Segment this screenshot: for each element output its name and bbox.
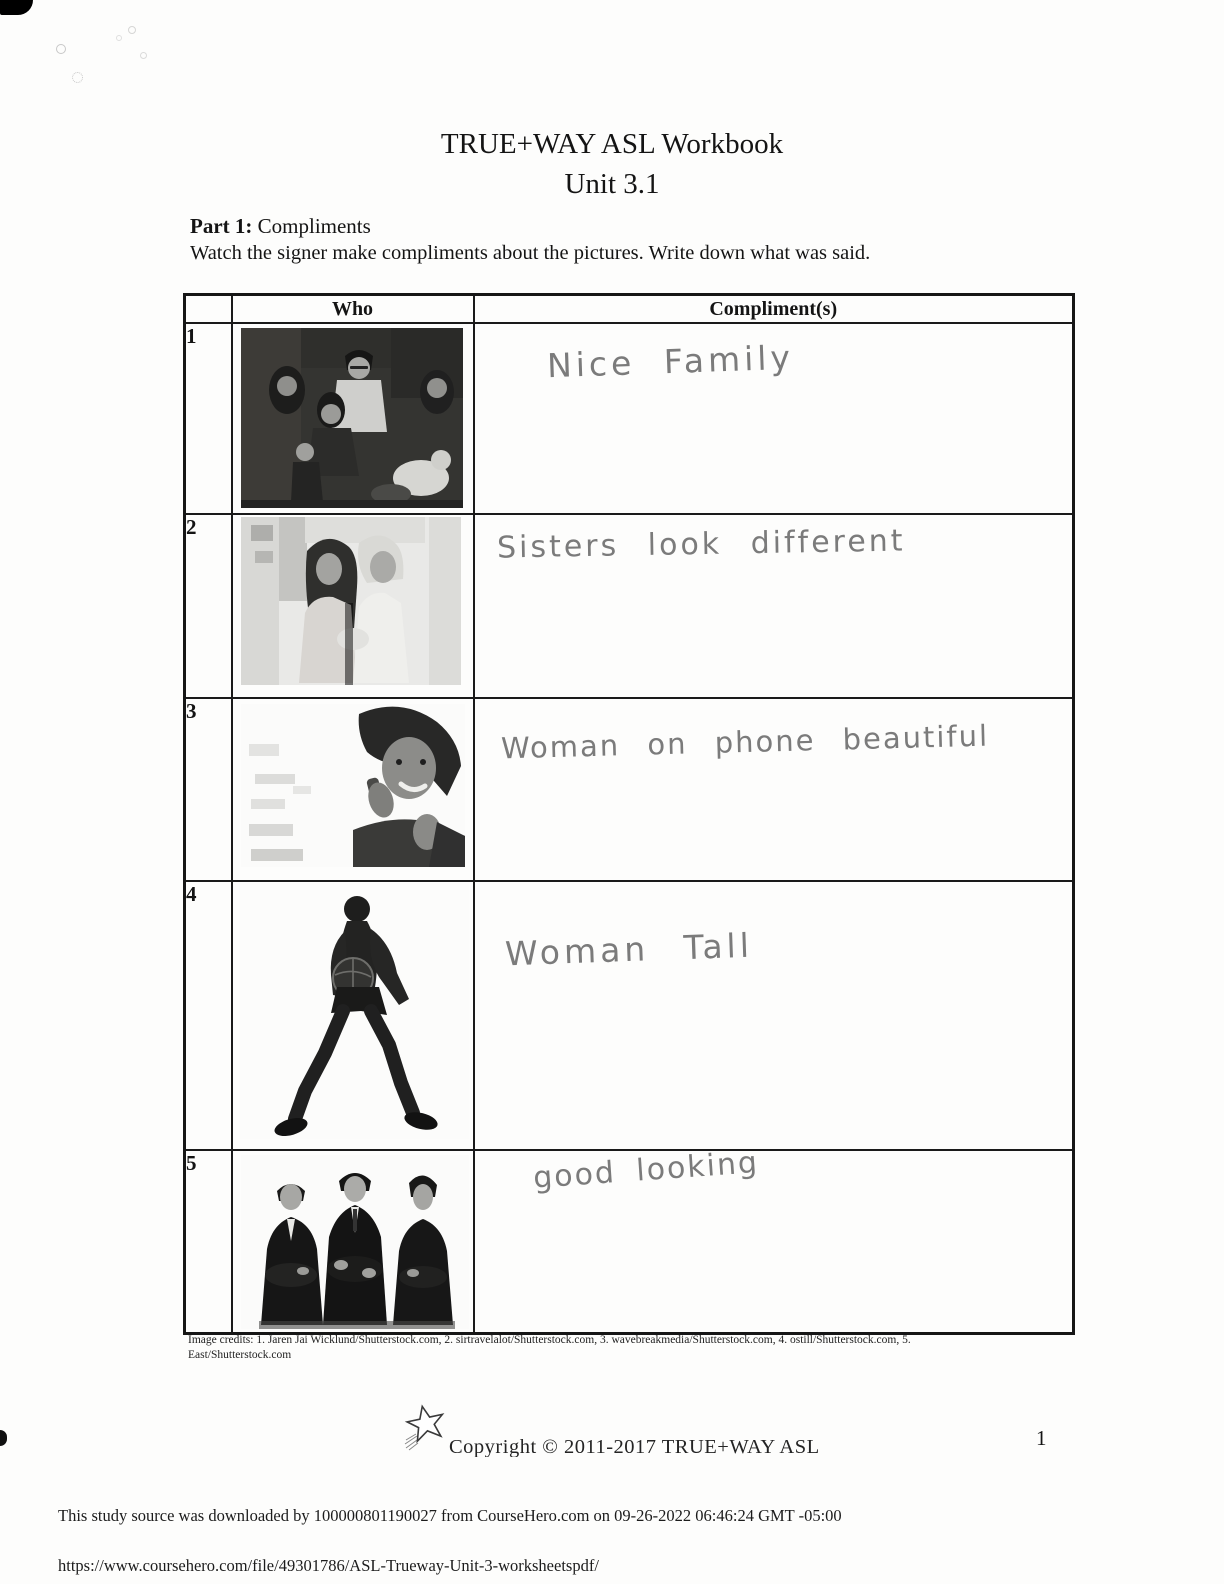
handwritten-answer: Woman Tall xyxy=(503,925,754,974)
table-row xyxy=(185,1150,1074,1333)
source-url-link[interactable]: https://www.coursehero.com/file/49301786/ASL-Trueway-Unit-3-worksheetspdf/ xyxy=(58,1556,599,1575)
table-row xyxy=(185,514,1074,698)
photo-cell xyxy=(232,1150,474,1333)
scan-speck xyxy=(140,52,147,59)
handwritten-answer: Nice Family xyxy=(545,337,795,386)
row-number: 2 xyxy=(185,514,232,698)
part-name: Compliments xyxy=(257,214,371,238)
scan-speck xyxy=(72,72,83,83)
handwritten-answer: Woman on phone beautiful xyxy=(500,718,989,766)
basketball-player-photo xyxy=(239,883,469,1139)
scan-speck xyxy=(128,26,136,34)
scan-corner-mark xyxy=(0,0,33,15)
logo-star-icon xyxy=(402,1400,450,1454)
family-group-photo xyxy=(241,328,463,508)
page-number: 1 xyxy=(1036,1426,1047,1450)
table-row xyxy=(185,323,1074,514)
answer-cell[interactable] xyxy=(474,323,1074,514)
part-heading xyxy=(190,214,371,239)
woman-on-phone-photo xyxy=(241,704,465,867)
three-people-in-suits-photo xyxy=(241,1155,469,1329)
copyright-text: Copyright © 2011-2017 TRUE+WAY ASL xyxy=(449,1436,820,1457)
table-row xyxy=(185,881,1074,1150)
compliments-table xyxy=(183,293,1075,1335)
photo-cell xyxy=(232,323,474,514)
table-row xyxy=(185,698,1074,881)
row-number: 1 xyxy=(185,323,232,514)
download-attribution: This study source was downloaded by 100000801190027 from CourseHero.com on 09-26-2022 06:46:24 GMT -05:00 xyxy=(58,1506,842,1525)
scan-edge-mark xyxy=(0,1430,7,1446)
answer-cell[interactable] xyxy=(474,1145,1074,1333)
photo-cell xyxy=(232,881,474,1150)
photo-cell xyxy=(232,698,474,881)
document-heading xyxy=(0,124,1224,204)
document-subtitle: Unit 3.1 xyxy=(564,168,660,200)
part-label: Part 1: xyxy=(190,214,253,238)
handwritten-answer: Sisters look different xyxy=(496,523,906,566)
who-column-header: Who xyxy=(232,295,474,324)
compliments-column-header: Compliment(s) xyxy=(474,295,1074,324)
row-number-column-header xyxy=(185,295,232,324)
two-sisters-photo xyxy=(241,517,461,685)
answer-cell[interactable] xyxy=(474,514,1074,698)
row-number: 4 xyxy=(185,881,232,1150)
scan-speck xyxy=(56,44,66,54)
table-header-row xyxy=(185,295,1074,324)
image-credits: Image credits: 1. Jaren Jai Wicklund/Shutterstock.com, 2. sirtravelalot/Shutterstock.com, 3. wavebreakmedia/Shutterstock.com, 4. ostill/Shutterstock.com, 5. East/Shutterstock.com xyxy=(188,1334,911,1361)
row-number: 3 xyxy=(185,698,232,881)
handwritten-answer: good looking xyxy=(531,1145,760,1196)
answer-cell[interactable] xyxy=(474,698,1074,881)
scan-speck xyxy=(116,35,122,41)
instructions-text: Watch the signer make compliments about the pictures. Write down what was said. xyxy=(190,242,871,264)
answer-cell[interactable] xyxy=(474,881,1074,1150)
row-number: 5 xyxy=(185,1150,232,1333)
photo-cell xyxy=(232,514,474,698)
document-title: TRUE+WAY ASL Workbook xyxy=(440,128,784,160)
